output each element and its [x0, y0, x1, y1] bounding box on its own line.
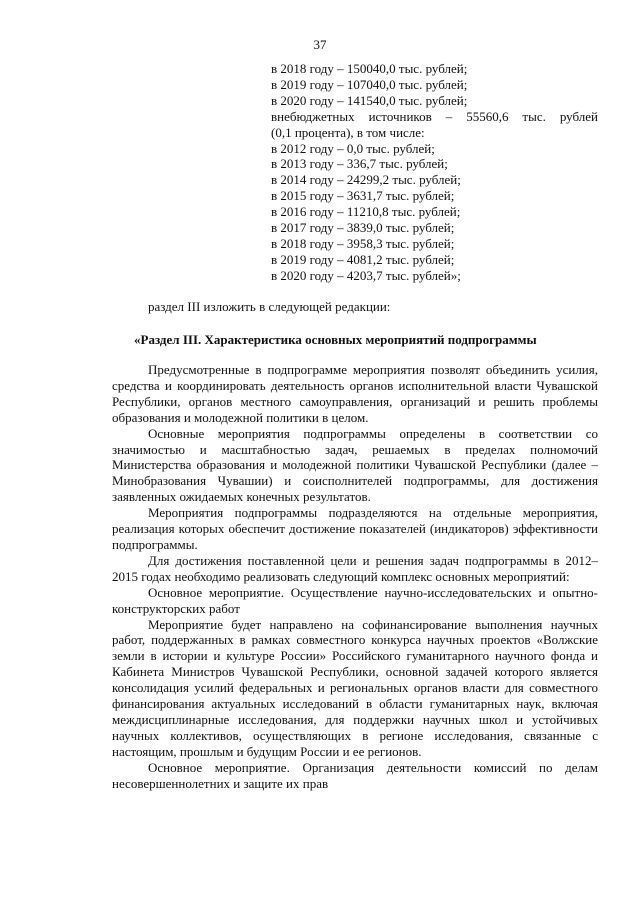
financing-line: в 2019 году – 107040,0 тыс. рублей;: [271, 76, 468, 92]
financing-line: в 2020 году – 4203,7 тыс. рублей»;: [271, 267, 461, 283]
paragraph: Основные мероприятия подпрограммы определены в соответствии со значимостью и масштабностью задач, решаемых в пределах полномочий Министерства образования и молодежной политики Чувашской Республики (далее – Минобразования Чувашии) и соисполнителей подпрограммы, для достижения заявленных ожидаемых конечных результатов.: [112, 425, 598, 505]
financing-line: (0,1 процента), в том числе:: [271, 124, 425, 140]
paragraph: Основное мероприятие. Осуществление научно-исследовательских и опытно-конструкторских работ: [112, 584, 598, 616]
financing-list: [271, 61, 598, 284]
section-body: [112, 362, 598, 791]
financing-line: в 2020 году – 141540,0 тыс. рублей;: [271, 92, 468, 108]
page-number: 37: [313, 37, 327, 52]
financing-line-extrabudgetary: внебюджетных источников – 55560,6 тыс. рублей: [271, 108, 598, 124]
financing-line: в 2019 году – 4081,2 тыс. рублей;: [271, 251, 455, 267]
paragraph: Основное мероприятие. Организация деятельности комиссий по делам несовершеннолетних и защите их прав: [112, 759, 598, 791]
amendment-intro: раздел III изложить в следующей редакции:: [148, 299, 391, 314]
financing-line: в 2017 году – 3839,0 тыс. рублей;: [271, 220, 455, 236]
financing-line: в 2014 году – 24299,2 тыс. рублей;: [271, 172, 461, 188]
financing-line: в 2016 году – 11210,8 тыс. рублей;: [271, 204, 461, 220]
financing-line: в 2018 году – 150040,0 тыс. рублей;: [271, 61, 468, 76]
financing-line: в 2015 году – 3631,7 тыс. рублей;: [271, 188, 455, 204]
paragraph: Для достижения поставленной цели и решения задач подпрограммы в 2012–2015 годах необходимо реализовать следующий комплекс основных мероприятий:: [112, 552, 598, 584]
financing-line: в 2018 году – 3958,3 тыс. рублей;: [271, 235, 455, 251]
financing-line: в 2012 году – 0,0 тыс. рублей;: [271, 140, 435, 156]
paragraph: Мероприятие будет направлено на софинансирование выполнения научных работ, поддержанных в рамках совместного конкурса научных проектов «Волжские земли в истории и культуре России» Российского гуманитарного научного фонда и Кабинета Министров Чувашской Республики, основной задачей которого является консолидация усилий федеральных и региональных органов власти для совместного финансирования актуальных исследований в области гуманитарных наук, включая междисциплинарные исследования, для поддержки научных школ и устойчивых научных коллективов, осуществляющих в регионе исследования, связанные с настоящим, прошлым и будущим России и ее регионов.: [112, 616, 598, 759]
financing-line: в 2013 году – 336,7 тыс. рублей;: [271, 156, 448, 172]
paragraph: Мероприятия подпрограммы подразделяются на отдельные мероприятия, реализация которых обеспечит достижение показателей (индикаторов) эффективности подпрограммы.: [112, 505, 598, 552]
section-heading: «Раздел III. Характеристика основных мероприятий подпрограммы: [134, 332, 537, 347]
paragraph: Предусмотренные в подпрограмме мероприятия позволят объединить усилия, средства и координировать деятельность органов исполнительной власти Чувашской Республики, органов местного самоуправления, организаций и решить проблемы образования и молодежной политики в целом.: [112, 362, 598, 425]
